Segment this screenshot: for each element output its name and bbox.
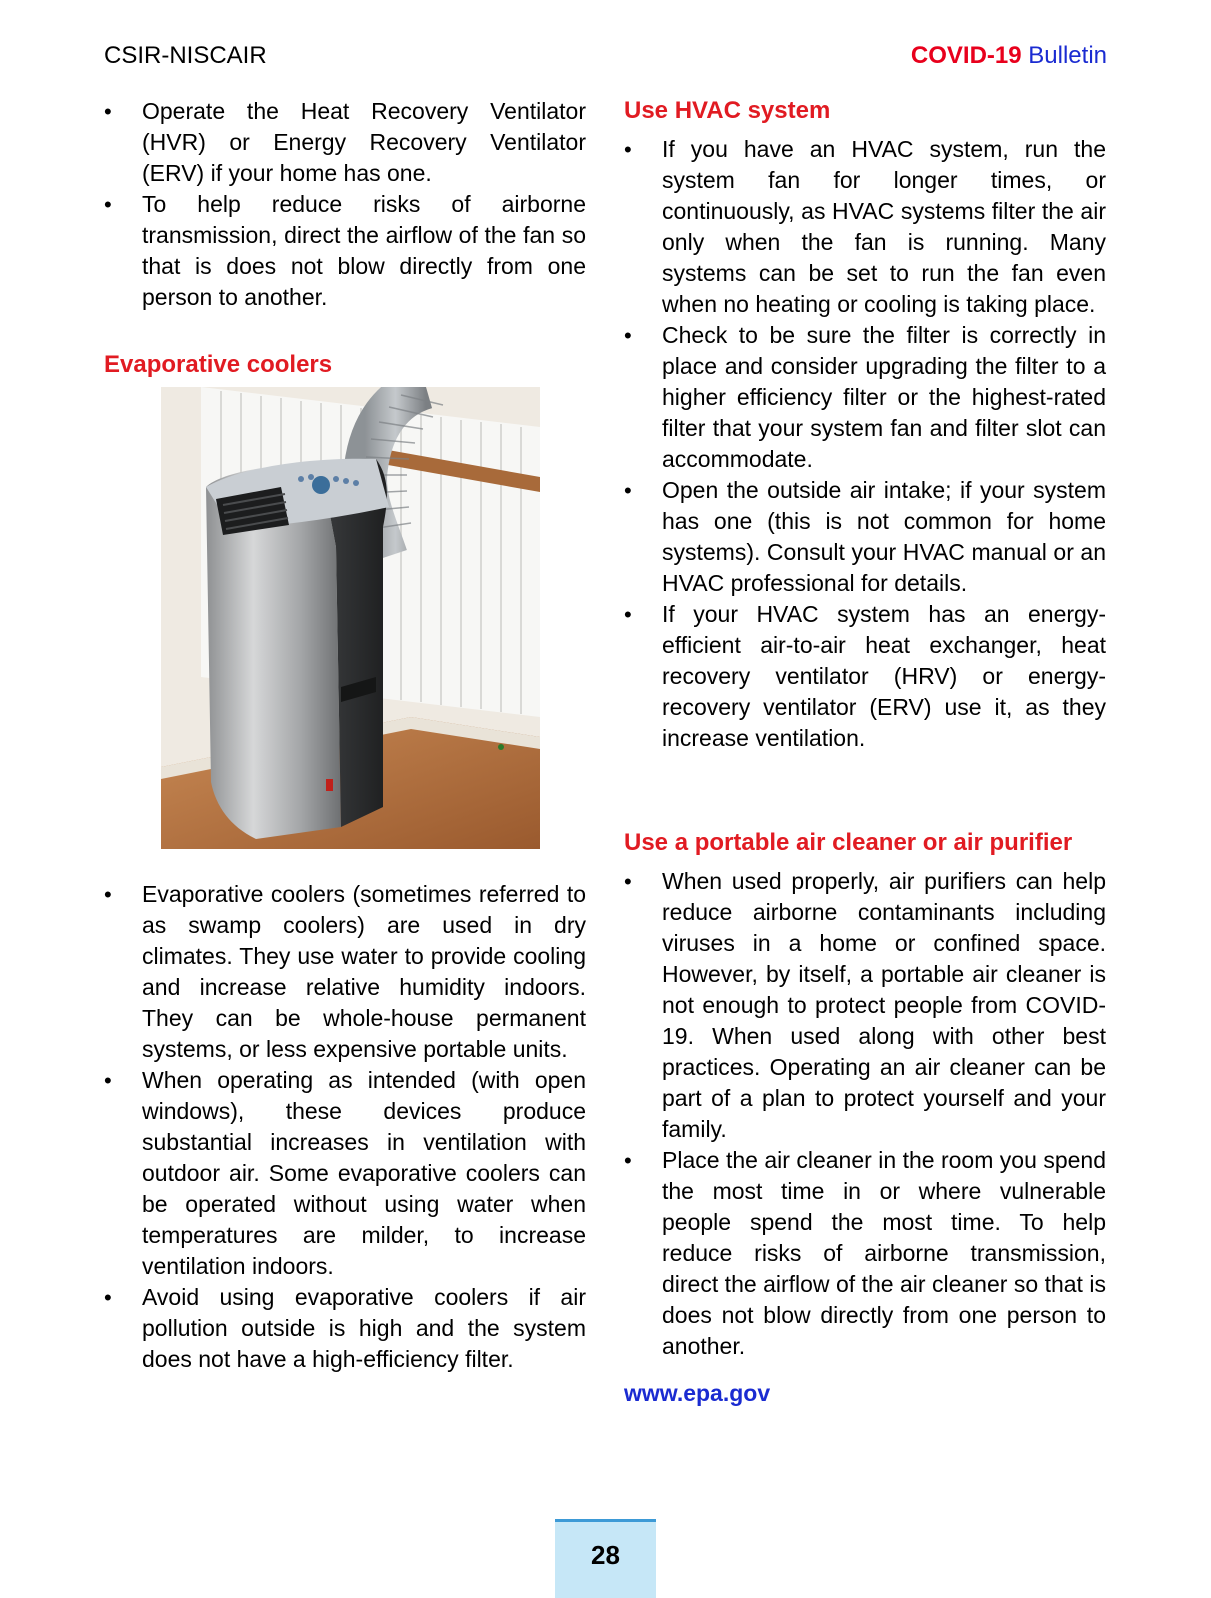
page-number-box [555,1519,656,1598]
list-item: • If your HVAC system has an energy-efficient air-to-air heat exchanger, heat recovery ventilator (HRV) or energy-recovery ventilator (ERV) use it, as they increase ventilation. [624,599,1106,754]
list-item: • Open the outside air intake; if your system has one (this is not common for home systems). Consult your HVAC manual or an HVAC professional for details. [624,475,1106,599]
purifier-section [624,828,1106,1362]
list-item: • When used properly, air purifiers can help reduce airborne contaminants including viruses in a home or confined space. However, by itself, a portable air cleaner is not enough to protect people from COVID-19. When used along with other best practices. Operating an air cleaner can be part of a plan to protect yourself and your family. [624,866,1106,1145]
evap-section [104,879,586,1375]
evap-heading-wrap [104,350,586,380]
list-item: • To help reduce risks of airborne transmission, direct the airflow of the fan so that is does not blow directly from one person to another. [104,189,586,313]
list-item: • If you have an HVAC system, run the system fan for longer times, or continuously, as HVAC systems filter the air only when the fan is running. Many systems can be set to run the fan even when no heating or cooling is taking place. [624,134,1106,320]
bulletin-brand: COVID-19 [910,42,1022,69]
list-item: • Operate the Heat Recovery Ventilator (HVR) or Energy Recovery Ventilator (ERV) if your home has one. [104,96,586,189]
purifier-bullet-list [624,866,1106,1362]
left-intro-section [104,96,586,313]
publisher-name: CSIR-NISCAIR [104,42,267,69]
portable-cooler-photo [161,387,540,849]
purifier-heading: Use a portable air cleaner or air purifier [624,829,1073,856]
list-item: • When operating as intended (with open windows), these devices produce substantial increases in ventilation with outdoor air. Some evaporative coolers can be operated without using water when temperatures are milder, to increase ventilation indoors. [104,1065,586,1282]
intro-bullet-list [104,96,586,313]
list-item: • Place the air cleaner in the room you spend the most time in or where vulnerable people spend the most time. To help reduce risks of airborne transmission, direct the airflow of the air cleaner so that is does not blow directly from one person to another. [624,1145,1106,1362]
hvac-heading: Use HVAC system [624,97,831,124]
list-item: • Check to be sure the filter is correctly in place and consider upgrading the filter to a higher efficiency filter or the highest-rated filter that your system fan and filter slot can accommodate. [624,320,1106,475]
source-link[interactable]: www.epa.gov [624,1380,771,1406]
list-item: • Evaporative coolers (sometimes referred to as swamp coolers) are used in dry climates. They use water to provide cooling and increase relative humidity indoors. They can be whole-house permanent systems, or less expensive portable units. [104,879,586,1065]
hvac-bullet-list [624,134,1106,754]
bulletin-word: Bulletin [1028,42,1107,69]
source-wrap [624,1378,1106,1408]
hvac-section [624,96,1106,754]
evaporative-coolers-heading: Evaporative coolers [104,351,333,378]
evap-bullet-list [104,879,586,1375]
bulletin-title [911,42,1107,70]
list-item: • Avoid using evaporative coolers if air pollution outside is high and the system does not have a high-efficiency filter. [104,1282,586,1375]
page-number: 28 [591,1540,620,1570]
